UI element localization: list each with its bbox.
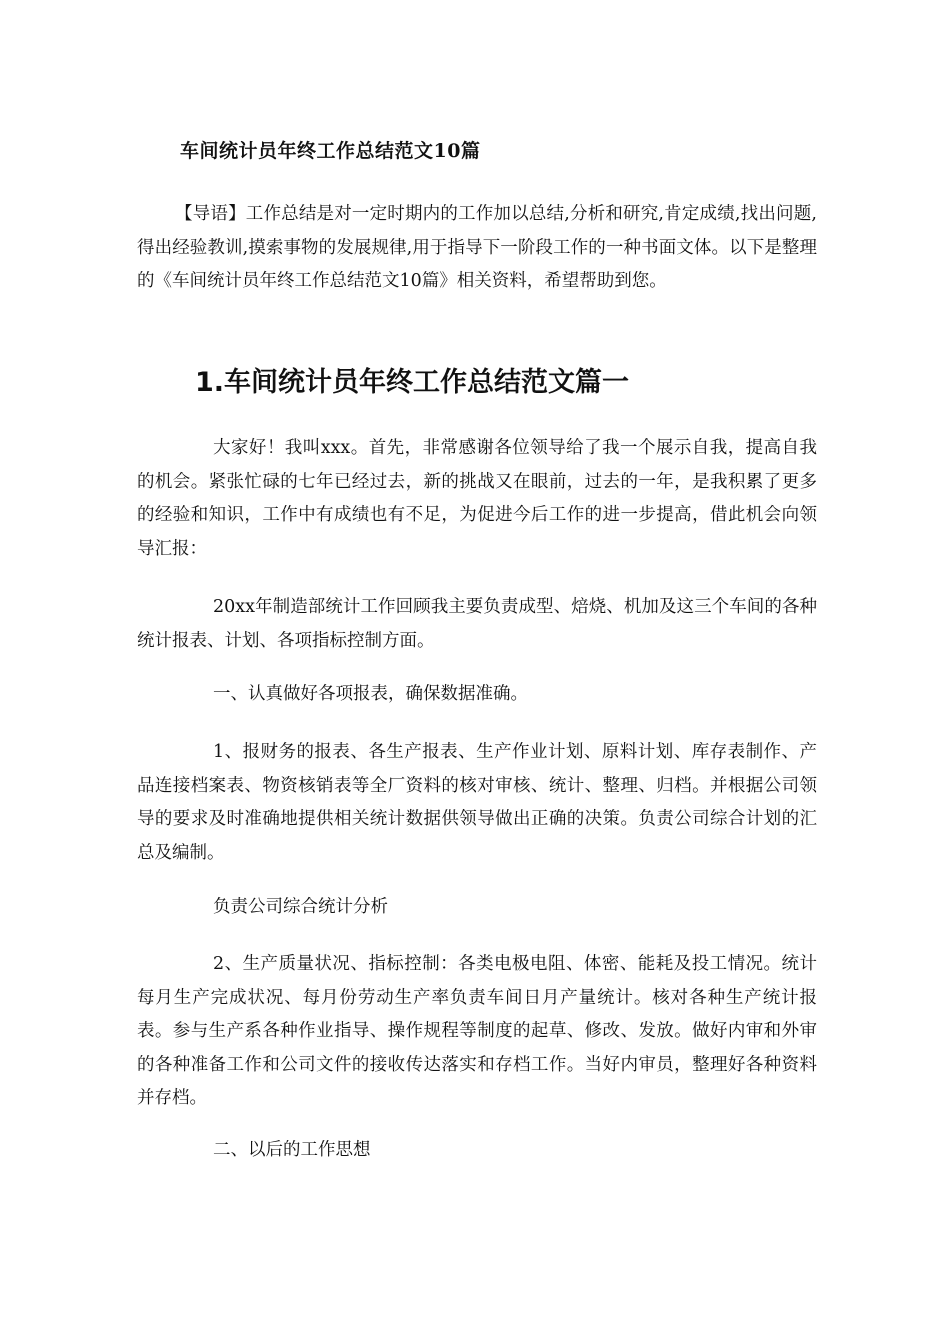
document-title: 车间统计员年终工作总结范文10篇 [180,140,481,162]
intro-paragraph: 【导语】工作总结是对一定时期内的工作加以总结,分析和研究,肯定成绩,找出问题,得出经验教训,摸索事物的发展规律,用于指导下一阶段工作的一种书面文体。以下是整理的《车间统计员年终工作总结范文10篇》相关资料，希望帮助到您。 [137,204,817,291]
paragraph-heading-2: 二、以后的工作思想 [213,1140,371,1160]
paragraph-review: 20xx年制造部统计工作回顾我主要负责成型、焙烧、机加及这三个车间的各种统计报表、计划、各项指标控制方面。 [137,597,817,651]
section-heading-1: 1.车间统计员年终工作总结范文篇一 [195,367,630,398]
paragraph-heading-1: 一、认真做好各项报表，确保数据准确。 [213,684,528,704]
paragraph-greeting: 大家好！我叫xxx。首先，非常感谢各位领导给了我一个展示自我，提高自我的机会。紧张忙碌的七年已经过去，新的挑战又在眼前，过去的一年，是我积累了更多的经验和知识，工作中有成绩也有不足，为促进今后工作的进一步提高，借此机会向领导汇报： [137,438,817,559]
paragraph-item-2: 2、生产质量状况、指标控制：各类电极电阻、体密、能耗及投工情况。统计每月生产完成状况、每月份劳动生产率负责车间日月产量统计。核对各种生产统计报表。参与生产系各种作业指导、操作规程等制度的起草、修改、发放。做好内审和外审的各种准备工作和公司文件的接收传达落实和存档工作。当好内审员，整理好各种资料并存档。 [137,954,817,1108]
paragraph-item-1: 1、报财务的报表、各生产报表、生产作业计划、原料计划、库存表制作、产品连接档案表、物资核销表等全厂资料的核对审核、统计、整理、归档。并根据公司领导的要求及时准确地提供相关统计数据供领导做出正确的决策。负责公司综合计划的汇总及编制。 [137,742,817,863]
paragraph-analysis: 负责公司综合统计分析 [213,897,388,917]
